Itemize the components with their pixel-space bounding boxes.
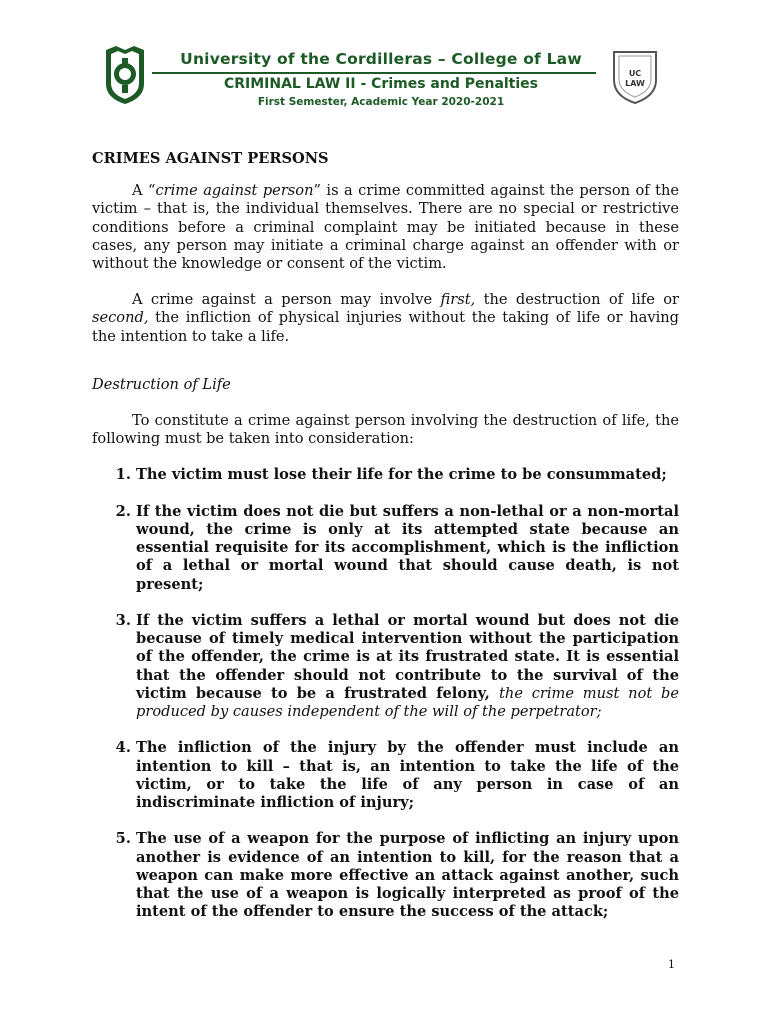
list-item: 1. The victim must lose their life for the crime to be consummated; bbox=[136, 466, 679, 484]
list-item: 5. The use of a weapon for the purpose of inflicting an injury upon another is evidence of an intention to kill, for the reason that a weapon can make more effective an attack against another, such that the use of a weapon is logically interpreted as proof of the intent of the offender to ensure the success of the attack; bbox=[136, 830, 679, 921]
paragraph-involvement: A crime against a person may involve first, the destruction of life or second, the infliction of physical injuries without the taking of life or having the intention to take a life. bbox=[92, 291, 679, 345]
svg-text:UC: UC bbox=[628, 69, 642, 78]
list-item: 4. The infliction of the injury by the offender must include an intention to kill – that is, an intention to take the life of the victim, or to take the life of any person in case of an indiscriminate infliction of injury; bbox=[136, 739, 679, 812]
subheading-destruction-of-life: Destruction of Life bbox=[92, 375, 231, 393]
header-divider bbox=[152, 72, 596, 74]
section-title: CRIMES AGAINST PERSONS bbox=[92, 150, 329, 167]
page-number: 1 bbox=[668, 958, 675, 971]
document-body bbox=[92, 150, 679, 940]
uc-law-shield-logo bbox=[608, 46, 662, 106]
list-item: 2. If the victim does not die but suffers a non-lethal or a non-mortal wound, the crime is only at its attempted state because an essential requisite for its accomplishment, which is the infliction of a lethal or mortal wound that should cause death, is not present; bbox=[136, 503, 679, 594]
semester-label: First Semester, Academic Year 2020-2021 bbox=[257, 96, 505, 108]
list-item: 3. If the victim suffers a lethal or mortal wound but does not die because of timely medical intervention without the participation of the offender, the crime is at its frustrated state. It is essential that the offender should not contribute to the survival of the victim because to be a frustrated felony, the crime must not be produced by causes independent of the will of the perpetrator; bbox=[136, 612, 679, 721]
course-title: CRIMINAL LAW II - Crimes and Penalties bbox=[223, 76, 539, 92]
svg-text:LAW: LAW bbox=[625, 79, 645, 88]
paragraph-requirements-intro: To constitute a crime against person involving the destruction of life, the following must be taken into consideration: bbox=[92, 412, 679, 448]
paragraph-definition: A “crime against person” is a crime committed against the person of the victim – that is, the individual themselves. There are no special or restrictive conditions before a criminal complaint may be initiated because in these cases, any person may initiate a criminal charge against an offender with or without the knowledge or consent of the victim. bbox=[92, 182, 680, 273]
document-header bbox=[96, 42, 676, 112]
university-name: University of the Cordilleras – College of Law bbox=[180, 50, 582, 68]
requirements-list bbox=[92, 466, 679, 921]
university-seal-logo bbox=[102, 44, 148, 106]
